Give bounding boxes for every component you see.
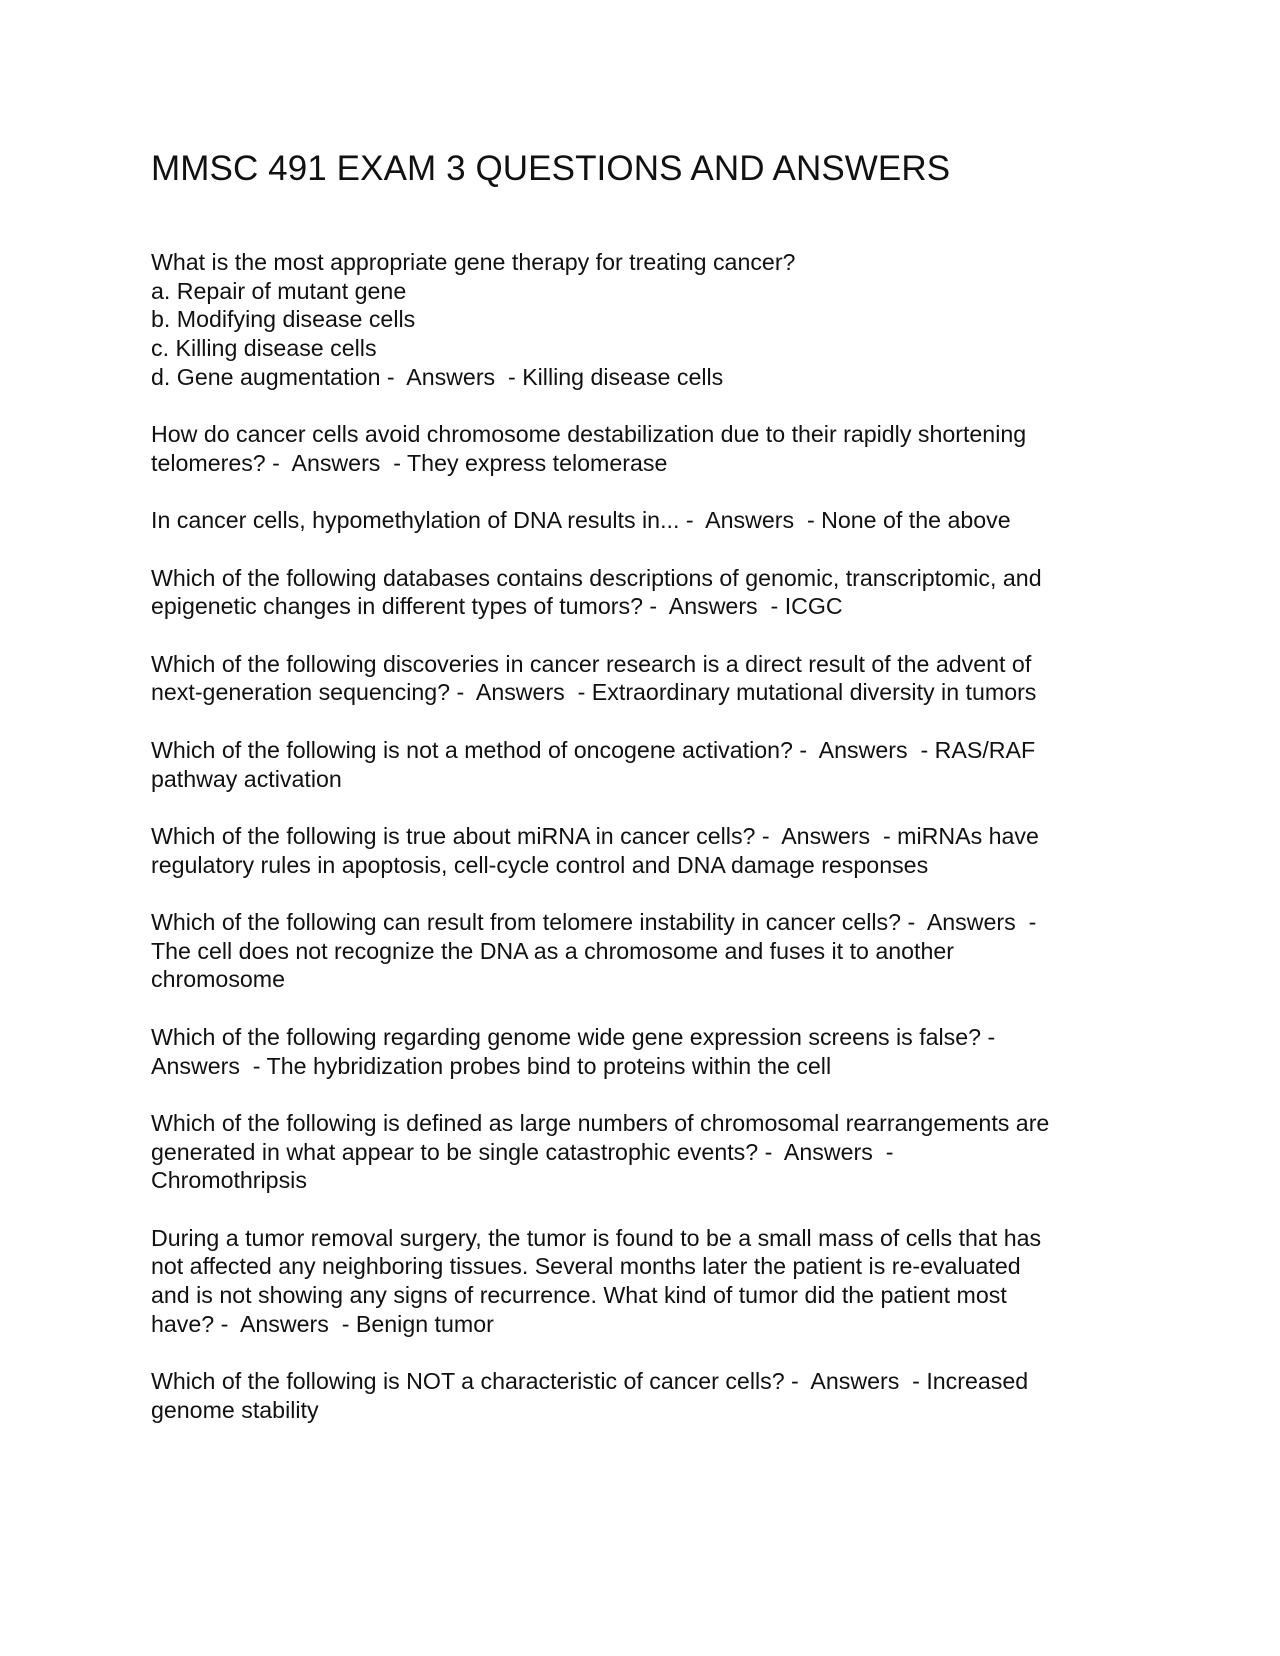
qa-text-line: Which of the following discoveries in cancer research is a direct result of the advent of	[151, 650, 1032, 677]
qa-text-line: telomeres? - Answers - They express telomerase	[151, 449, 668, 476]
qa-item	[151, 650, 1136, 707]
qa-item	[151, 736, 1136, 793]
qa-text-line: Which of the following can result from telomere instability in cancer cells? - Answers -	[151, 909, 1037, 936]
document-page	[151, 148, 1136, 1453]
qa-text-line: a. Repair of mutant gene	[151, 277, 407, 304]
qa-text-line: The cell does not recognize the DNA as a chromosome and fuses it to another	[151, 937, 954, 964]
document-title: MMSC 491 EXAM 3 QUESTIONS AND ANSWERS	[151, 149, 951, 188]
qa-text-line: Chromothripsis	[151, 1167, 307, 1194]
qa-text-line: In cancer cells, hypomethylation of DNA results in... - Answers - None of the above	[151, 507, 1011, 534]
qa-text-line: next-generation sequencing? - Answers - Extraordinary mutational diversity in tumors	[151, 679, 1037, 706]
qa-text-line: pathway activation	[151, 765, 342, 792]
qa-text-line: Which of the following is NOT a characteristic of cancer cells? - Answers - Increased	[151, 1368, 1029, 1395]
qa-text-line: generated in what appear to be single catastrophic events? - Answers -	[151, 1138, 894, 1165]
qa-text-line: d. Gene augmentation - Answers - Killing disease cells	[151, 363, 724, 390]
qa-item	[151, 1023, 1136, 1080]
qa-item	[151, 420, 1136, 477]
qa-text-line: epigenetic changes in different types of tumors? - Answers - ICGC	[151, 593, 843, 620]
qa-item	[151, 1367, 1136, 1424]
qa-item	[151, 822, 1136, 879]
qa-text-line: Which of the following databases contains descriptions of genomic, transcriptomic, and	[151, 564, 1042, 591]
qa-text-line: Which of the following is true about miRNA in cancer cells? - Answers - miRNAs have	[151, 822, 1039, 849]
qa-text-line: genome stability	[151, 1396, 319, 1423]
qa-text-line: regulatory rules in apoptosis, cell-cycle control and DNA damage responses	[151, 851, 929, 878]
qa-list	[151, 248, 1136, 1425]
qa-item	[151, 506, 1136, 535]
qa-text-line: Which of the following is not a method of oncogene activation? - Answers - RAS/RAF	[151, 736, 1036, 763]
qa-item	[151, 1109, 1136, 1195]
qa-item	[151, 908, 1136, 994]
qa-text-line: chromosome	[151, 966, 286, 993]
qa-item	[151, 564, 1136, 621]
qa-item	[151, 248, 1136, 392]
qa-text-line: Which of the following is defined as large numbers of chromosomal rearrangements are	[151, 1109, 1050, 1136]
qa-text-line: Answers - The hybridization probes bind to proteins within the cell	[151, 1052, 832, 1079]
qa-text-line: During a tumor removal surgery, the tumor is found to be a small mass of cells that has	[151, 1224, 1042, 1251]
qa-text-line: not affected any neighboring tissues. Several months later the patient is re-evaluated	[151, 1253, 1021, 1280]
qa-text-line: Which of the following regarding genome wide gene expression screens is false? -	[151, 1023, 996, 1050]
qa-text-line: What is the most appropriate gene therapy for treating cancer?	[151, 249, 796, 275]
qa-text-line: and is not showing any signs of recurrence. What kind of tumor did the patient most	[151, 1282, 1007, 1309]
qa-item	[151, 1224, 1136, 1339]
qa-text-line: How do cancer cells avoid chromosome destabilization due to their rapidly shortening	[151, 421, 1027, 448]
qa-text-line: b. Modifying disease cells	[151, 306, 416, 333]
qa-text-line: c. Killing disease cells	[151, 335, 377, 362]
qa-text-line: have? - Answers - Benign tumor	[151, 1310, 494, 1337]
